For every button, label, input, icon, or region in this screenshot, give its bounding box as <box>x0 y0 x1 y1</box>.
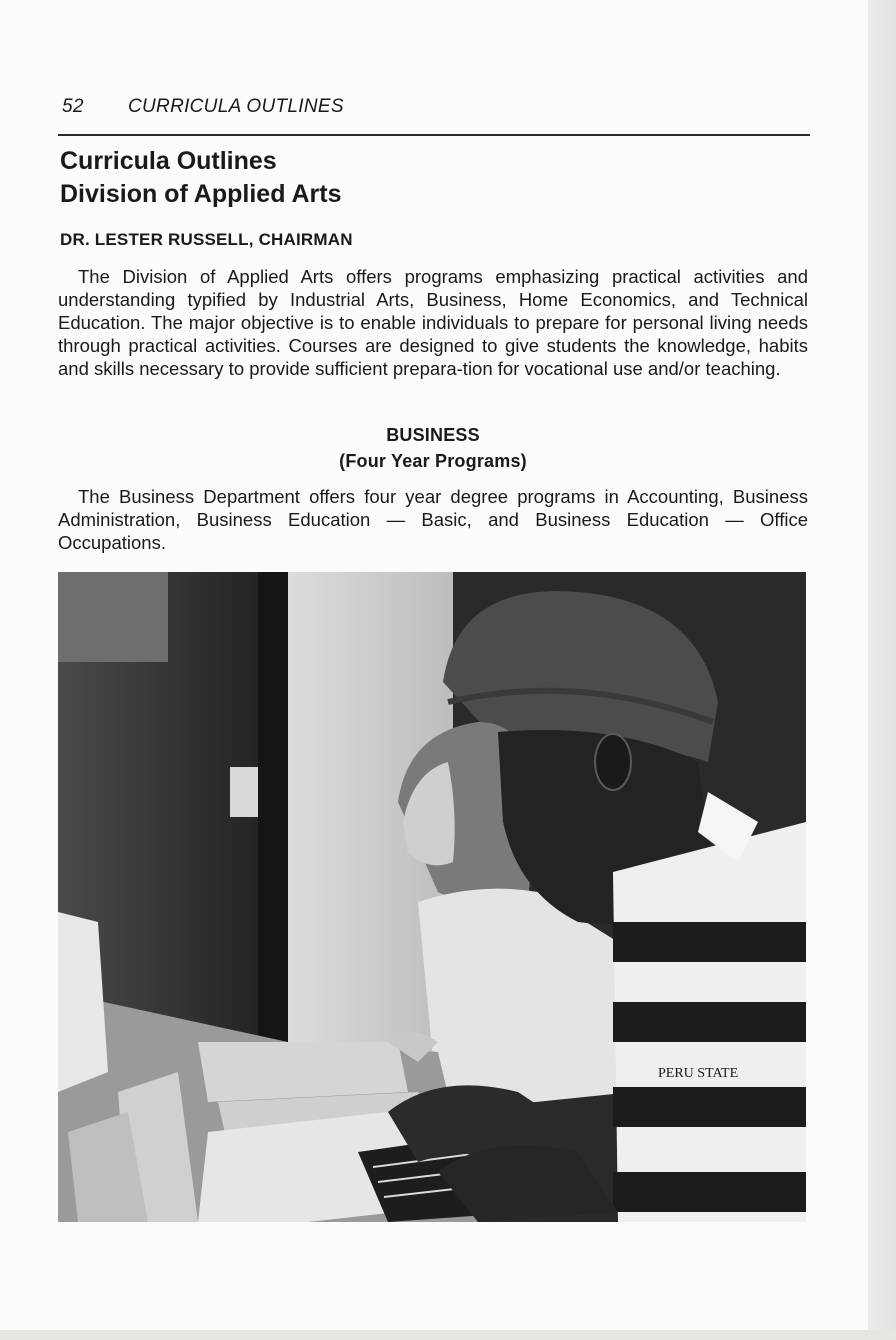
page-number: 52 <box>62 96 84 117</box>
shirt-lettering: PERU STATE <box>658 1066 739 1081</box>
header-rule <box>58 134 810 136</box>
business-heading: BUSINESS <box>386 425 480 445</box>
intro-paragraph: The Division of Applied Arts offers programs emphasizing practical activities and understanding typified by Industrial Arts, Business, Home Economics, and Technical Education. The major objective is to enable individuals to prepare for personal living needs through practical activities. Courses are designed to give students the knowledge, habits and skills necessary to provide sufficient prepara-tion for vocational use and/or teaching. <box>58 266 808 379</box>
page-edge <box>868 0 896 1340</box>
photo-illustration <box>58 572 806 1222</box>
business-subheading: (Four Year Programs) <box>339 451 527 471</box>
title-line-1: Curricula Outlines <box>60 147 277 175</box>
business-paragraph: The Business Department offers four year degree programs in Accounting, Business Administration, Business Education — Basic, and Business Education — Office Occupations. <box>58 486 808 553</box>
title-line-2: Division of Applied Arts <box>60 180 342 208</box>
running-head-section: CURRICULA OUTLINES <box>128 96 344 117</box>
page-title <box>60 145 342 211</box>
chairman-heading: DR. LESTER RUSSELL, CHAIRMAN <box>60 230 353 249</box>
page-bottom-edge <box>0 1330 896 1340</box>
students-typing-photo <box>58 572 806 1222</box>
running-head <box>62 96 810 118</box>
